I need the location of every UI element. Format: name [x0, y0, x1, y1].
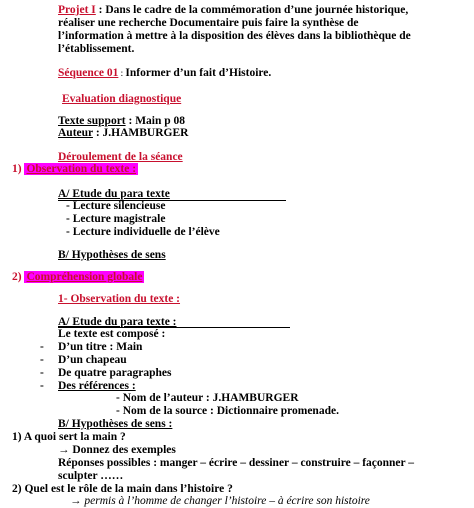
deroulement-heading: Déroulement de la séance	[58, 151, 183, 163]
list-item: D’un titre : Main	[58, 341, 143, 353]
section-2-number: 2)	[12, 271, 25, 283]
author-text	[58, 127, 188, 140]
intro-line-4: l’établissement.	[58, 43, 135, 55]
author-label: Auteur	[58, 127, 93, 139]
list-item: D’un chapeau	[58, 354, 127, 366]
question-2: 2) Quel est le rôle de la main dans l’histoire ?	[12, 483, 233, 495]
reference-source: - Nom de la source : Dictionnaire promenade.	[116, 405, 339, 417]
references-label: Des références :	[58, 380, 136, 392]
list-item: - Lecture magistrale	[66, 213, 166, 225]
para-text-study-heading: A/ Etude du para texte	[58, 188, 170, 200]
dash-bullet: -	[40, 367, 44, 379]
intro-line-3: l’information à mettre à la disposition des élèves dans la bibliothèque de	[58, 30, 411, 42]
evaluation-heading: Evaluation diagnostique	[62, 93, 182, 105]
section-1-title: Observation du texte :	[26, 163, 137, 175]
section-1-number: 1)	[12, 163, 25, 175]
sequence-colon: :	[118, 68, 126, 78]
observation-heading: 1- Observation du texte :	[58, 293, 181, 305]
hypotheses-heading: B/ Hypothèses de sens	[58, 249, 166, 261]
dash-bullet: -	[40, 341, 44, 353]
sequence-line	[58, 67, 271, 80]
text-composition: Le texte est composé :	[58, 328, 166, 340]
intro-line-2: réaliser une recherche Documentaire puis faire la synthèse de	[58, 17, 359, 29]
dash-bullet: -	[40, 380, 44, 392]
section-1-heading	[12, 163, 138, 176]
sequence-title: Informer d’un fait d’Histoire.	[125, 67, 272, 79]
intro-text-1: : Dans le cadre de la commémoration d’une journée historique,	[95, 4, 409, 16]
dash-bullet: -	[40, 354, 44, 366]
section-2-heading	[12, 271, 144, 284]
author-value: : J.HAMBURGER	[92, 127, 189, 139]
list-item: - Lecture individuelle de l’élève	[66, 226, 220, 238]
question-1: 1) A quoi sert la main ?	[12, 431, 126, 443]
sequence-label: Séquence 01	[58, 67, 119, 79]
intro-line-1	[58, 4, 408, 17]
support-value: : Main p 08	[125, 115, 186, 127]
para-text-study-heading-2: A/ Etude du para texte :	[58, 316, 177, 328]
section-2-title: Compréhension globale	[26, 271, 143, 283]
support-label: Texte support	[58, 115, 126, 127]
question-1-instruction: → Donnez des exemples	[58, 444, 176, 456]
list-item: - Lecture silencieuse	[66, 200, 166, 212]
question-2-partial: → permis à l’homme de changer l’histoire – à écrire son histoire	[70, 495, 370, 507]
hypotheses-heading-2: B/ Hypothèses de sens :	[58, 418, 173, 430]
reference-author: - Nom de l’auteur : J.HAMBURGER	[116, 392, 299, 404]
list-item: De quatre paragraphes	[58, 367, 172, 379]
project-label: Projet I	[58, 4, 96, 16]
possible-answers: Réponses possibles : manger – écrire – dessiner – construire – façonner –	[58, 457, 415, 469]
possible-answers-cont: sculpter ……	[58, 470, 124, 482]
